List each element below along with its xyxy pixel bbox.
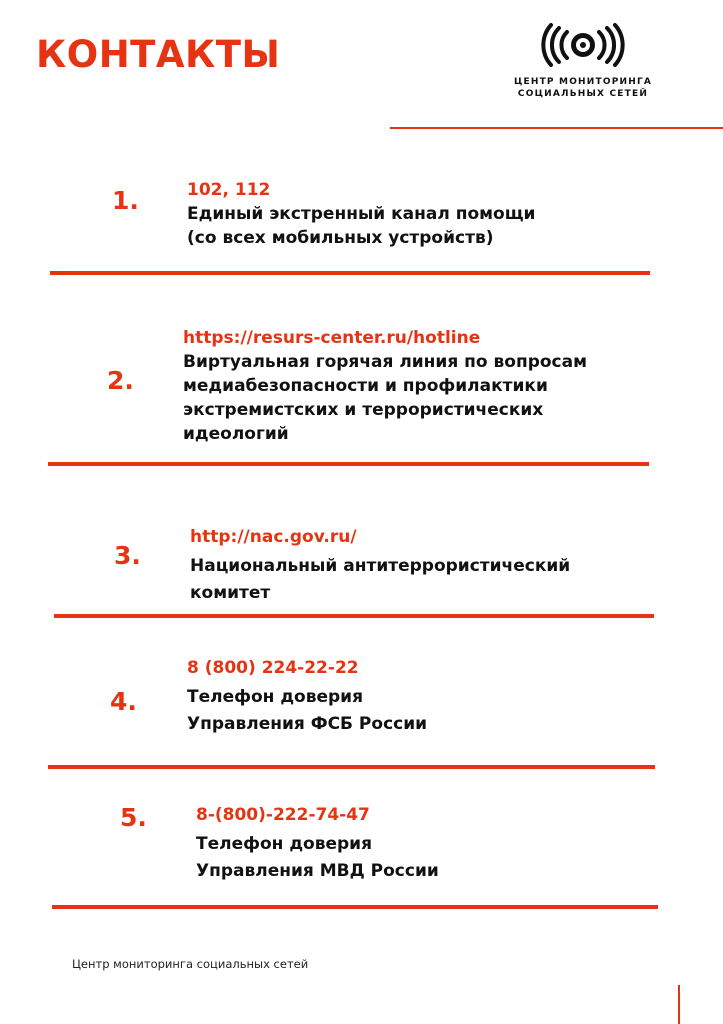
header-divider [390,127,723,129]
item-description: Единый экстренный канал помощи (со всех мобильных устройств) [187,204,536,248]
item-number: 5. [120,803,147,832]
item-contact[interactable]: 8-(800)-222-74-47 [196,805,370,825]
item-divider [48,462,649,466]
item-divider [52,905,658,909]
item-contact[interactable]: http://nac.gov.ru/ [190,527,357,547]
item-description: Виртуальная горячая линия по вопросам медиабезопасности и профилактики экстремистских и террористических идеологий [183,352,587,444]
list-item [187,656,427,738]
list-item [187,178,535,250]
corner-mark [678,985,680,1024]
item-description: Телефон доверия Управления МВД России [196,834,439,881]
item-divider [48,765,655,769]
item-contact[interactable]: 102, 112 [187,180,271,200]
item-divider [54,614,654,618]
item-divider [50,271,650,275]
footer-text: Центр мониторинга социальных сетей [72,957,309,971]
item-description: Телефон доверия Управления ФСБ России [187,687,428,734]
item-number: 1. [112,186,139,215]
item-number: 4. [110,687,137,716]
item-number: 3. [114,541,141,570]
logo-line-2: СОЦИАЛЬНЫХ СЕТЕЙ [517,89,649,99]
list-item [190,525,570,607]
logo-line-1: ЦЕНТР МОНИТОРИНГА [513,77,653,87]
item-number: 2. [107,366,134,395]
item-contact[interactable]: https://resurs-center.ru/hotline [183,328,481,348]
item-contact[interactable]: 8 (800) 224-22-22 [187,658,359,678]
page-title: КОНТАКТЫ [36,33,281,76]
list-item [196,803,439,885]
logo [498,22,668,100]
list-item [183,326,587,446]
item-description: Национальный антитеррористический комитет [190,556,571,603]
broadcast-eye-icon [537,22,629,68]
